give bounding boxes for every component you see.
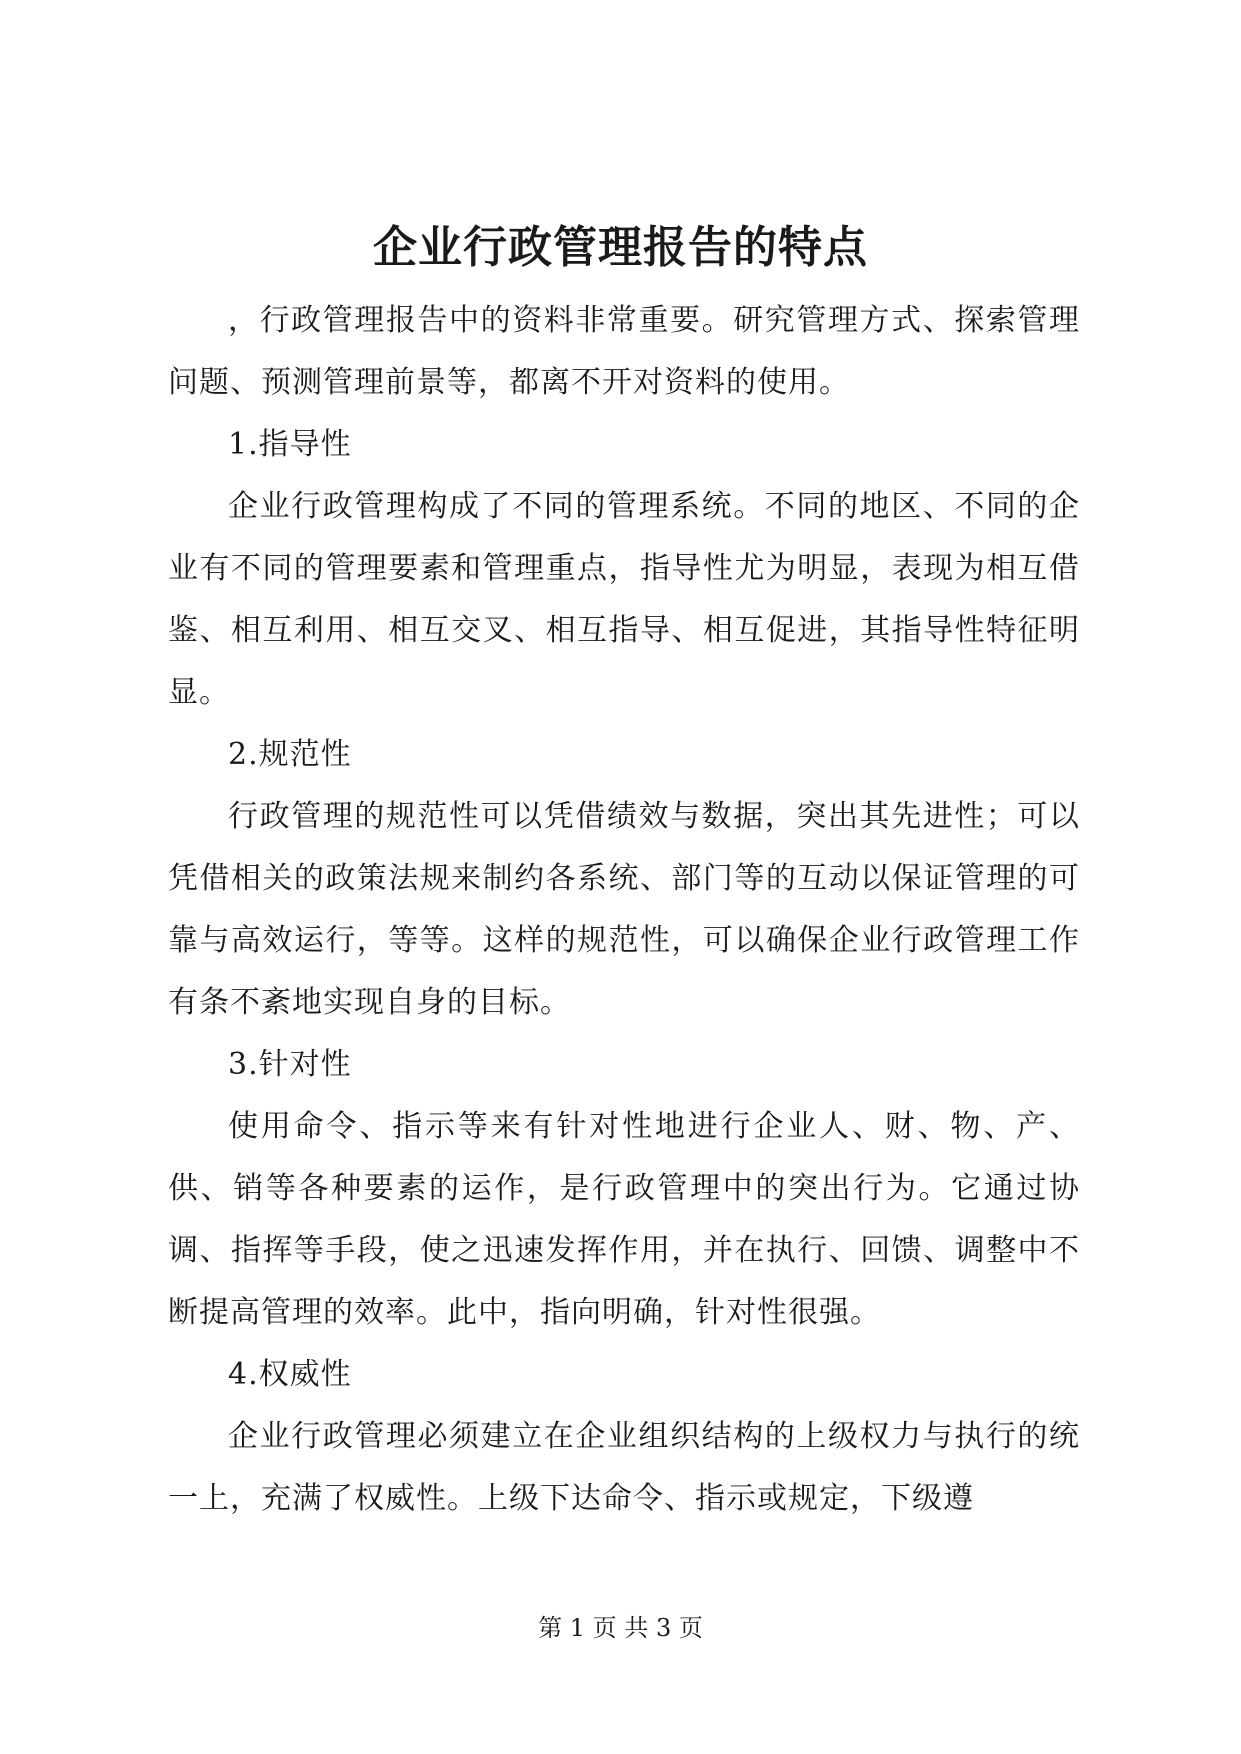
section-heading-guidance: 1.指导性 [228, 427, 352, 462]
section-heading-authority: 4.权威性 [228, 1357, 352, 1392]
section-heading-standardization: 2.规范性 [228, 737, 352, 772]
authority-paragraph: 企业行政管理必须建立在企业组织结构的上级权力与执行的统一上，充满了权威性。上级下达命令、指示或规定，下级遵 [168, 1419, 1080, 1516]
pertinence-paragraph: 使用命令、指示等来有针对性地进行企业人、财、物、产、供、销等各种要素的运作，是行政管理中的突出行为。它通过协调、指挥等手段，使之迅速发挥作用，并在执行、回馈、调整中不断提高管理的效率。此中，指向明确，针对性很强。 [168, 1109, 1080, 1330]
guidance-paragraph: 企业行政管理构成了不同的管理系统。不同的地区、不同的企业有不同的管理要素和管理重点，指导性尤为明显，表现为相互借鉴、相互利用、相互交叉、相互指导、相互促进，其指导性特征明显。 [168, 489, 1080, 710]
standardization-paragraph: 行政管理的规范性可以凭借绩效与数据，突出其先进性；可以凭借相关的政策法规来制约各系统、部门等的互动以保证管理的可靠与高效运行，等等。这样的规范性，可以确保企业行政管理工作有条不紊地实现自身的目标。 [168, 799, 1080, 1020]
document-title: 企业行政管理报告的特点 [373, 222, 868, 273]
intro-paragraph: ，行政管理报告中的资料非常重要。研究管理方式、探索管理问题、预测管理前景等，都离不开对资料的使用。 [168, 303, 1080, 400]
page-number-footer: 第 1 页 共 3 页 [538, 1614, 703, 1642]
document-body [168, 290, 1080, 1530]
section-heading-pertinence: 3.针对性 [228, 1047, 352, 1082]
